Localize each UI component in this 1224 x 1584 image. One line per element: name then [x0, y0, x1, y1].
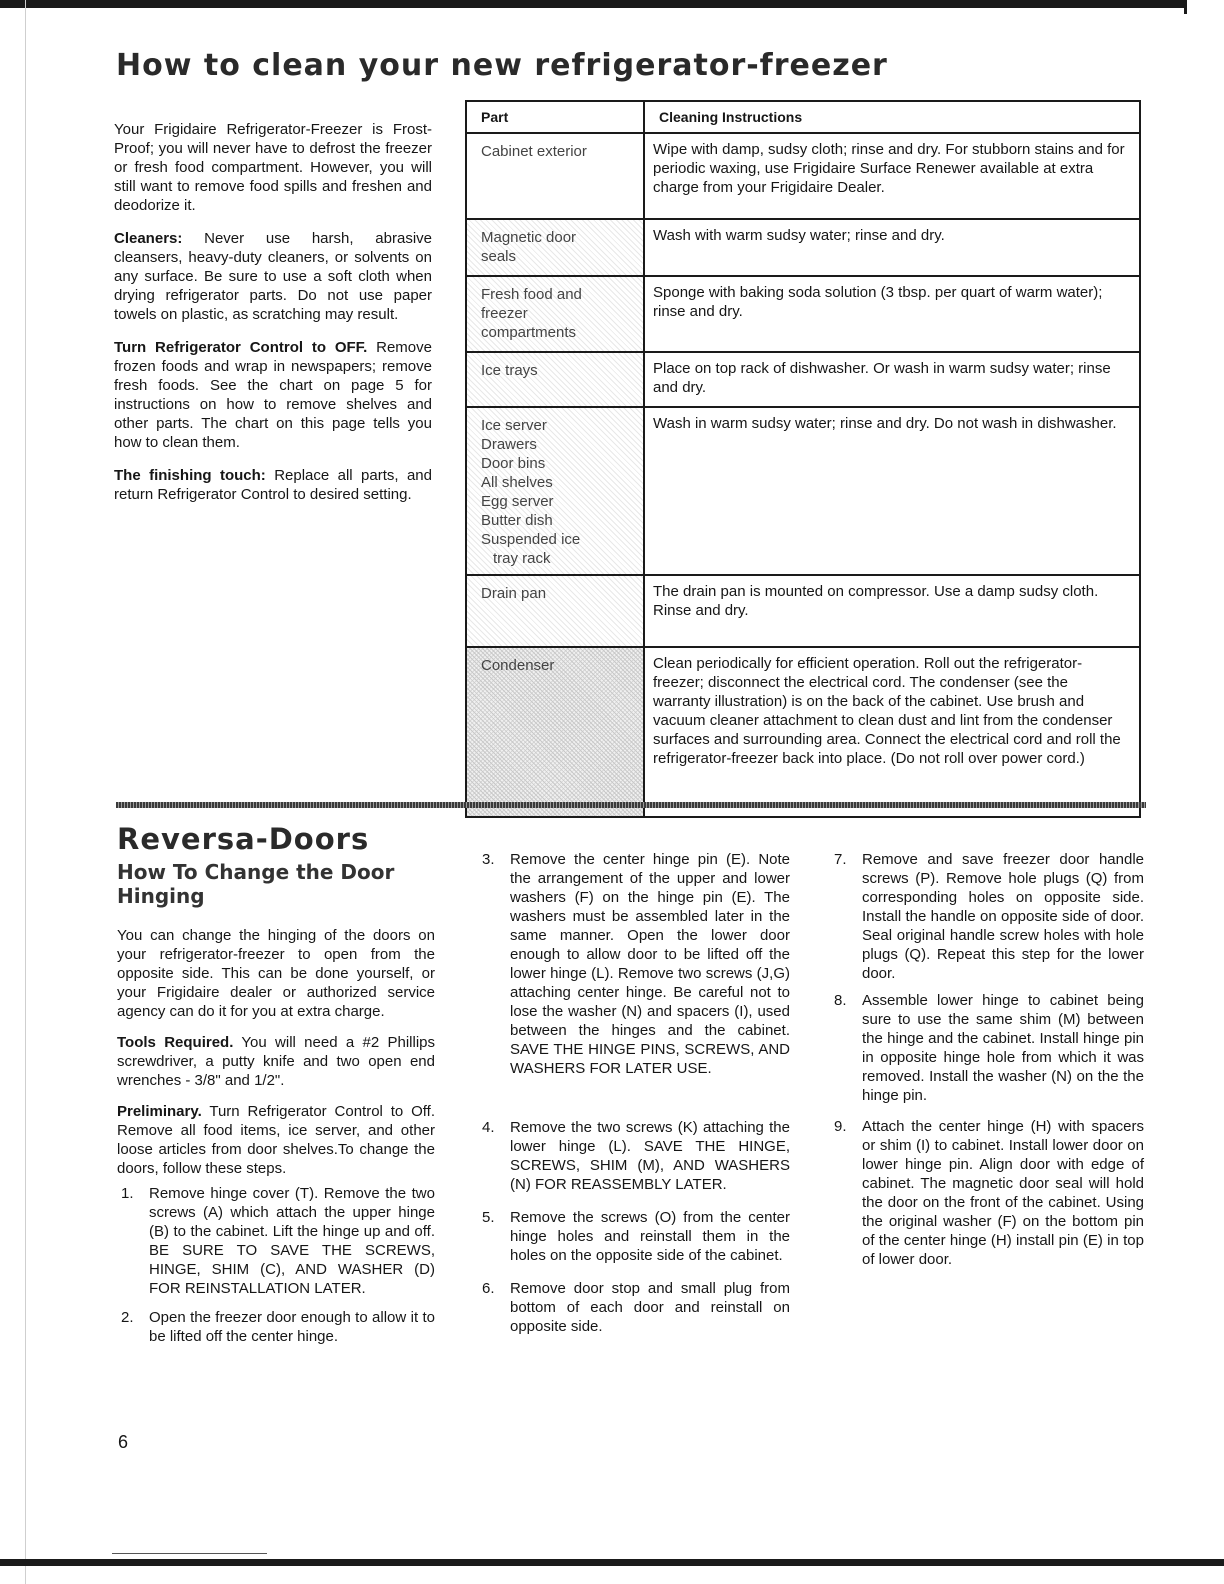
- part-cell: [466, 219, 644, 276]
- left-edge-line: [25, 0, 26, 1584]
- part-label: Cabinet exterior: [481, 143, 587, 160]
- page-title: How to clean your new refrigerator-freezer: [116, 48, 888, 83]
- tools-label: Tools Required.: [117, 1034, 234, 1051]
- preliminary-label: Preliminary.: [117, 1103, 202, 1120]
- step-number: 9.: [834, 1118, 847, 1135]
- table-row: [466, 133, 1140, 219]
- cleaners-paragraph: [114, 229, 432, 324]
- part-label: Ice server: [481, 417, 547, 434]
- reversa-column-1: [117, 822, 435, 1356]
- page-number: 6: [118, 1432, 129, 1452]
- instruction-cell: Place on top rack of dishwasher. Or wash in warm sudsy water; rinse and dry.: [644, 352, 1140, 407]
- tools-paragraph: [117, 1033, 435, 1090]
- step-text: Assemble lower hinge to cabinet being sure to use the same shim (M) between the hinge and the cabinet. Install hinge pin in opposite hinge hole from which it was removed. Install the washer (N) on the the hinge pin.: [862, 992, 1144, 1104]
- steps-list: [830, 850, 1144, 1269]
- part-label: Drawers: [481, 436, 537, 453]
- part-label: Suspended ice: [481, 531, 581, 548]
- step-text: Attach the center hinge (H) with spacers or shim (I) to cabinet. Install lower door on lower hinge pin. Align door with edge of cabinet. The magnetic door seal will hold the door on the front of the cabinet. Using the original washer (F) on the bottom pin of the center hinge (H) install pin (E) in top of lower door.: [862, 1118, 1144, 1268]
- step-item: [478, 1118, 790, 1194]
- step-number: 8.: [834, 992, 847, 1009]
- part-cell: [466, 575, 644, 647]
- part-label: Fresh food and: [481, 286, 582, 303]
- part-label: Magnetic door: [481, 229, 577, 246]
- part-label: Condenser: [481, 657, 555, 674]
- finishing-paragraph: [114, 466, 432, 504]
- reversa-column-3: [830, 850, 1144, 1269]
- table-row: [466, 276, 1140, 352]
- step-number: 5.: [482, 1209, 495, 1226]
- top-right-border: [1184, 0, 1187, 14]
- table-row: [466, 407, 1140, 575]
- instruction-cell: Clean periodically for efficient operation. Roll out the refrigerator-freezer; disconnect the electrical cord. The condenser (see the warranty illustration) is on the back of the cabinet. Use brush and vacuum cleaner attachment to clean dust and lint from the condenser surfaces and surrounding area. Connect the electrical cord and roll the refrigerator-freezer back into place. (Do not roll over power cord.): [644, 647, 1140, 817]
- instruction-cell: Wash in warm sudsy water; rinse and dry. Do not wash in dishwasher.: [644, 407, 1140, 575]
- step-item: [478, 1208, 790, 1265]
- step-text: Remove and save freezer door handle screws (P). Remove hole plugs (Q) from corresponding holes on opposite side. Install the handle on opposite side of door. Seal original handle screw holes with hole plugs (Q). Repeat this step for the lower door.: [862, 851, 1144, 982]
- top-border: [0, 0, 1186, 8]
- intro-paragraph: Your Frigidaire Refrigerator-Freezer is Frost-Proof; you will never have to defrost the freezer or fresh food compartment. However, you will still want to remove food spills and freshen and deodorize it.: [114, 121, 432, 214]
- instruction-cell: Wipe with damp, sudsy cloth; rinse and dry. For stubborn stains and for periodic waxing, use Frigidaire Surface Renewer available at extra charge from your Frigidaire Dealer.: [644, 133, 1140, 219]
- intro-section: [114, 120, 432, 518]
- bottom-mark: [112, 1553, 267, 1554]
- step-text: Remove hinge cover (T). Remove the two screws (A) which attach the upper hinge (B) to the cabinet. Lift the hinge up and off. BE SURE TO SAVE THE SCREWS, HINGE, SHIM (C), AND WASHER (D) FOR REINSTALLATION LATER.: [149, 1185, 435, 1297]
- part-label: tray rack: [493, 550, 551, 567]
- preliminary-paragraph: [117, 1102, 435, 1178]
- step-item: [478, 1279, 790, 1336]
- step-number: 6.: [482, 1280, 495, 1297]
- part-cell: [466, 407, 644, 575]
- step-item: [117, 1308, 435, 1346]
- turn-control-text: Remove frozen foods and wrap in newspapers; remove fresh foods. See the chart on page 5 for instructions on how to remove shelves and other parts. The chart on this page tells you how to clean them.: [114, 339, 432, 451]
- step-text: Remove door stop and small plug from bottom of each door and reinstall on opposite side.: [510, 1280, 790, 1335]
- part-label: Butter dish: [481, 512, 553, 529]
- part-label: Door bins: [481, 455, 546, 472]
- table-row: [466, 647, 1140, 817]
- part-label: Egg server: [481, 493, 554, 510]
- step-item: [478, 850, 790, 1078]
- section-divider: [116, 802, 1146, 808]
- step-number: 7.: [834, 851, 847, 868]
- part-label: Drain pan: [481, 585, 547, 602]
- table-row: [466, 575, 1140, 647]
- step-item: [830, 991, 1144, 1105]
- reversa-title: Reversa-Doors: [117, 822, 370, 856]
- step-item: [830, 850, 1144, 983]
- step-item: [830, 1117, 1144, 1269]
- header-instructions: Cleaning Instructions: [644, 101, 1140, 133]
- part-label: compartments: [481, 324, 577, 341]
- steps-list: [478, 850, 790, 1336]
- cleaning-table: [465, 100, 1141, 818]
- instruction-cell: The drain pan is mounted on compressor. Use a damp sudsy cloth. Rinse and dry.: [644, 575, 1140, 647]
- part-cell: [466, 352, 644, 407]
- step-item: [117, 1184, 435, 1298]
- table-row: [466, 352, 1140, 407]
- finishing-label: The finishing touch:: [114, 467, 266, 484]
- step-text: Open the freezer door enough to allow it to be lifted off the center hinge.: [149, 1309, 435, 1345]
- turn-control-label: Turn Refrigerator Control to OFF.: [114, 339, 368, 356]
- part-cell: [466, 276, 644, 352]
- part-cell: [466, 647, 644, 817]
- part-label: Ice trays: [481, 362, 538, 379]
- instruction-cell: Sponge with baking soda solution (3 tbsp. per quart of warm water); rinse and dry.: [644, 276, 1140, 352]
- turn-control-paragraph: [114, 338, 432, 452]
- cleaners-text: Never use harsh, abrasive cleansers, heavy-duty cleaners, or solvents on any surface. Be sure to use a soft cloth when drying refrigerator parts. Do not use paper towels on plastic, as scratching may result.: [114, 230, 432, 323]
- table-row: [466, 219, 1140, 276]
- bottom-border: [0, 1559, 1224, 1566]
- instruction-cell: Wash with warm sudsy water; rinse and dry.: [644, 219, 1140, 276]
- part-label: seals: [481, 248, 517, 265]
- step-text: Remove the center hinge pin (E). Note the arrangement of the upper and lower washers (F) on the hinge pin (E). The washers must be assembled later in the same manner. Open the lower door enough to allow door to be lifted off the lower hinge (L). Remove two screws (J,G) attaching center hinge. Be careful not to lose the washer (N) and spacers (I), used between the hinges and the cabinet. SAVE THE HINGE PINS, SCREWS, AND WASHERS FOR LATER USE.: [510, 851, 790, 1077]
- tools-text: You will need a #2 Phillips screwdriver, a putty knife and two open end wrenches - 3/8" and 1/2".: [117, 1034, 435, 1089]
- steps-list: [117, 1184, 435, 1346]
- step-number: 4.: [482, 1119, 495, 1136]
- step-text: Remove the screws (O) from the center hinge holes and reinstall them in the holes on the opposite side of the cabinet.: [510, 1209, 790, 1264]
- step-number: 2.: [121, 1309, 134, 1326]
- step-number: 3.: [482, 851, 495, 868]
- cleaners-label: Cleaners:: [114, 230, 183, 247]
- finishing-text: Replace all parts, and return Refrigerator Control to desired setting.: [114, 467, 432, 503]
- part-label: All shelves: [481, 474, 553, 491]
- step-number: 1.: [121, 1185, 134, 1202]
- table-header-row: [466, 101, 1140, 133]
- reversa-intro: You can change the hinging of the doors on your refrigerator-freezer to open from the opposite side. This can be done yourself, or your Frigidaire dealer or authorized service agency can do it for you at extra charge.: [117, 927, 435, 1020]
- header-part: Part: [466, 101, 644, 133]
- reversa-subtitle: How To Change the Door Hinging: [117, 860, 395, 908]
- part-cell: [466, 133, 644, 219]
- preliminary-text: Turn Refrigerator Control to Off. Remove all food items, ice server, and other loose articles from door shelves.To change the doors, follow these steps.: [117, 1103, 435, 1177]
- reversa-column-2: [478, 850, 790, 1336]
- step-text: Remove the two screws (K) attaching the lower hinge (L). SAVE THE HINGE, SCREWS, SHIM (M), AND WASHERS (N) FOR REASSEMBLY LATER.: [510, 1119, 790, 1193]
- part-label: freezer: [481, 305, 528, 322]
